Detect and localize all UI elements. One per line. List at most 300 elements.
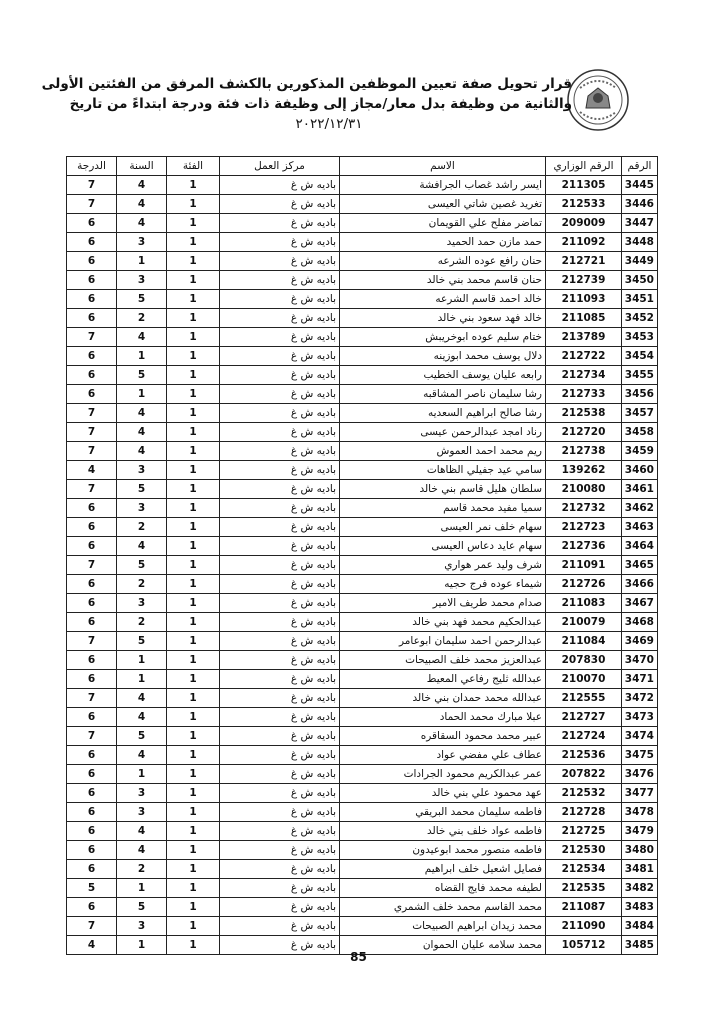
cell-category: 1 [167,328,220,347]
cell-serial: 3469 [622,632,658,651]
cell-serial: 3476 [622,765,658,784]
cell-year: 4 [117,537,167,556]
cell-category: 1 [167,784,220,803]
cell-ministry-number: 212723 [546,518,622,537]
cell-serial: 3450 [622,271,658,290]
table-row [67,442,658,461]
cell-grade: 7 [67,404,117,423]
cell-grade: 6 [67,214,117,233]
table-row [67,480,658,499]
cell-year: 4 [117,328,167,347]
cell-name: ريم محمد احمد العموش [340,442,546,461]
cell-serial: 3448 [622,233,658,252]
table-row [67,575,658,594]
cell-serial: 3479 [622,822,658,841]
cell-category: 1 [167,347,220,366]
cell-year: 4 [117,689,167,708]
cell-name: رشا سليمان ناصر المشاقبه [340,385,546,404]
cell-grade: 6 [67,594,117,613]
table-row [67,347,658,366]
cell-ministry-number: 207830 [546,651,622,670]
cell-serial: 3478 [622,803,658,822]
cell-work-center: باديه ش غ [220,670,340,689]
cell-serial: 3475 [622,746,658,765]
cell-serial: 3474 [622,727,658,746]
cell-ministry-number: 212720 [546,423,622,442]
cell-year: 3 [117,784,167,803]
cell-work-center: باديه ش غ [220,176,340,195]
cell-grade: 6 [67,309,117,328]
cell-grade: 7 [67,689,117,708]
table-row [67,765,658,784]
table-row [67,613,658,632]
cell-year: 2 [117,518,167,537]
cell-year: 5 [117,480,167,499]
cell-work-center: باديه ش غ [220,879,340,898]
cell-grade: 6 [67,366,117,385]
table-row [67,917,658,936]
cell-serial: 3449 [622,252,658,271]
cell-year: 4 [117,442,167,461]
cell-year: 1 [117,651,167,670]
cell-category: 1 [167,499,220,518]
cell-year: 5 [117,290,167,309]
cell-grade: 6 [67,347,117,366]
cell-category: 1 [167,708,220,727]
cell-serial: 3470 [622,651,658,670]
cell-category: 1 [167,556,220,575]
cell-year: 2 [117,613,167,632]
cell-serial: 3471 [622,670,658,689]
table-row [67,670,658,689]
cell-work-center: باديه ش غ [220,594,340,613]
cell-category: 1 [167,860,220,879]
cell-serial: 3481 [622,860,658,879]
cell-grade: 6 [67,575,117,594]
cell-work-center: باديه ش غ [220,404,340,423]
cell-grade: 6 [67,233,117,252]
cell-category: 1 [167,404,220,423]
table-row [67,898,658,917]
cell-serial: 3459 [622,442,658,461]
cell-category: 1 [167,385,220,404]
cell-category: 1 [167,176,220,195]
cell-ministry-number: 212736 [546,537,622,556]
cell-serial: 3452 [622,309,658,328]
cell-name: سامي عيد جفيلي الظاهات [340,461,546,480]
cell-year: 3 [117,271,167,290]
table-row [67,328,658,347]
cell-ministry-number: 212722 [546,347,622,366]
header-serial: الرقم [622,157,658,176]
cell-grade: 6 [67,271,117,290]
cell-ministry-number: 211091 [546,556,622,575]
cell-year: 1 [117,252,167,271]
cell-work-center: باديه ش غ [220,841,340,860]
cell-name: تماضر مفلح علي القويمان [340,214,546,233]
cell-category: 1 [167,214,220,233]
cell-work-center: باديه ش غ [220,689,340,708]
cell-year: 1 [117,385,167,404]
cell-year: 4 [117,746,167,765]
cell-year: 2 [117,309,167,328]
table-row [67,841,658,860]
table-row [67,404,658,423]
cell-ministry-number: 212732 [546,499,622,518]
cell-ministry-number: 212721 [546,252,622,271]
cell-serial: 3453 [622,328,658,347]
cell-grade: 6 [67,499,117,518]
cell-year: 4 [117,404,167,423]
table-row [67,290,658,309]
cell-ministry-number: 212538 [546,404,622,423]
cell-ministry-number: 212533 [546,195,622,214]
cell-name: عطاف علي مفضي عواد [340,746,546,765]
cell-ministry-number: 212733 [546,385,622,404]
cell-grade: 6 [67,841,117,860]
cell-year: 5 [117,727,167,746]
cell-name: حنان رافع عوده الشرعه [340,252,546,271]
cell-work-center: باديه ش غ [220,499,340,518]
table-row [67,594,658,613]
cell-ministry-number: 210080 [546,480,622,499]
cell-ministry-number: 211084 [546,632,622,651]
cell-work-center: باديه ش غ [220,290,340,309]
cell-name: فاطمه سليمان محمد البريقي [340,803,546,822]
cell-work-center: باديه ش غ [220,518,340,537]
cell-grade: 6 [67,784,117,803]
cell-ministry-number: 211305 [546,176,622,195]
cell-name: فصايل اشعيل خلف ابراهيم [340,860,546,879]
cell-serial: 3467 [622,594,658,613]
cell-work-center: باديه ش غ [220,195,340,214]
table-row [67,708,658,727]
cell-ministry-number: 210079 [546,613,622,632]
cell-category: 1 [167,822,220,841]
table-row [67,689,658,708]
cell-name: رناد امجد عبدالرحمن عيسى [340,423,546,442]
cell-ministry-number: 212727 [546,708,622,727]
cell-grade: 6 [67,860,117,879]
cell-name: عبدالعزيز محمد خلف الصبيحات [340,651,546,670]
cell-grade: 7 [67,176,117,195]
cell-serial: 3456 [622,385,658,404]
cell-category: 1 [167,252,220,271]
cell-category: 1 [167,461,220,480]
cell-grade: 6 [67,898,117,917]
cell-serial: 3462 [622,499,658,518]
cell-serial: 3455 [622,366,658,385]
cell-grade: 7 [67,480,117,499]
table-row [67,803,658,822]
cell-category: 1 [167,480,220,499]
cell-category: 1 [167,879,220,898]
cell-name: فاطمه منصور محمد ابوعيدون [340,841,546,860]
cell-year: 1 [117,347,167,366]
cell-work-center: باديه ش غ [220,765,340,784]
cell-serial: 3458 [622,423,658,442]
header-category: الفئة [167,157,220,176]
cell-serial: 3473 [622,708,658,727]
cell-work-center: باديه ش غ [220,556,340,575]
cell-serial: 3484 [622,917,658,936]
table-row [67,822,658,841]
cell-category: 1 [167,613,220,632]
cell-category: 1 [167,575,220,594]
cell-work-center: باديه ش غ [220,613,340,632]
cell-ministry-number: 209009 [546,214,622,233]
cell-name: ختام سليم عوده ابوخريبش [340,328,546,347]
table-row [67,385,658,404]
cell-name: صدام محمد طريف الامير [340,594,546,613]
cell-category: 1 [167,366,220,385]
cell-work-center: باديه ش غ [220,328,340,347]
cell-work-center: باديه ش غ [220,822,340,841]
cell-year: 2 [117,575,167,594]
cell-grade: 7 [67,727,117,746]
table-row [67,860,658,879]
table-row [67,727,658,746]
cell-serial: 3451 [622,290,658,309]
cell-year: 3 [117,233,167,252]
cell-serial: 3460 [622,461,658,480]
cell-ministry-number: 212530 [546,841,622,860]
cell-work-center: باديه ش غ [220,784,340,803]
cell-category: 1 [167,195,220,214]
cell-category: 1 [167,423,220,442]
cell-work-center: باديه ش غ [220,461,340,480]
cell-year: 1 [117,879,167,898]
table-row [67,461,658,480]
cell-year: 3 [117,803,167,822]
cell-name: عهد محمود علي بني خالد [340,784,546,803]
cell-ministry-number: 211083 [546,594,622,613]
cell-year: 4 [117,214,167,233]
cell-serial: 3454 [622,347,658,366]
cell-serial: 3461 [622,480,658,499]
header-ministry-number: الرقم الوزاري [546,157,622,176]
cell-name: سلطان هليل قاسم بني خالد [340,480,546,499]
cell-category: 1 [167,632,220,651]
cell-year: 4 [117,423,167,442]
cell-category: 1 [167,803,220,822]
cell-name: رشا صالح ابراهيم السعديه [340,404,546,423]
cell-year: 5 [117,898,167,917]
cell-ministry-number: 105712 [546,936,622,955]
cell-grade: 6 [67,822,117,841]
cell-year: 3 [117,461,167,480]
cell-name: عبدالله ثليج رفاعي المعيط [340,670,546,689]
header-line-2: والثانية من وظيفة بدل معار/مجاز إلى وظيفة ذات فئة ودرجة ابتداءً من تاريخ [69,96,572,112]
cell-year: 4 [117,841,167,860]
cell-year: 3 [117,499,167,518]
cell-ministry-number: 207822 [546,765,622,784]
cell-work-center: باديه ش غ [220,860,340,879]
cell-year: 5 [117,366,167,385]
cell-category: 1 [167,594,220,613]
cell-name: عبدالله محمد حمدان بني خالد [340,689,546,708]
table-row [67,366,658,385]
cell-grade: 6 [67,252,117,271]
cell-category: 1 [167,765,220,784]
cell-grade: 6 [67,537,117,556]
cell-work-center: باديه ش غ [220,917,340,936]
header-name: الاسم [340,157,546,176]
cell-work-center: باديه ش غ [220,632,340,651]
cell-name: عبدالحكيم محمد فهد بني خالد [340,613,546,632]
cell-category: 1 [167,670,220,689]
cell-grade: 5 [67,879,117,898]
cell-work-center: باديه ش غ [220,214,340,233]
cell-grade: 6 [67,803,117,822]
table-row [67,518,658,537]
cell-category: 1 [167,936,220,955]
header-year: السنة [117,157,167,176]
cell-grade: 6 [67,518,117,537]
table-row [67,632,658,651]
cell-grade: 6 [67,765,117,784]
cell-serial: 3464 [622,537,658,556]
cell-name: عمر عبدالكريم محمود الجرادات [340,765,546,784]
cell-year: 3 [117,594,167,613]
cell-work-center: باديه ش غ [220,537,340,556]
cell-work-center: باديه ش غ [220,746,340,765]
document-header [41,74,572,134]
cell-name: رابعه عليان يوسف الخطيب [340,366,546,385]
cell-serial: 3457 [622,404,658,423]
cell-category: 1 [167,309,220,328]
cell-category: 1 [167,233,220,252]
cell-grade: 6 [67,290,117,309]
cell-serial: 3482 [622,879,658,898]
cell-ministry-number: 210070 [546,670,622,689]
cell-name: خالد احمد قاسم الشرعه [340,290,546,309]
cell-name: عبدالرحمن احمد سليمان ابوعامر [340,632,546,651]
cell-year: 2 [117,860,167,879]
cell-work-center: باديه ش غ [220,575,340,594]
cell-ministry-number: 212724 [546,727,622,746]
cell-name: محمد زيدان ابراهيم الصبيحات [340,917,546,936]
cell-work-center: باديه ش غ [220,651,340,670]
cell-work-center: باديه ش غ [220,271,340,290]
cell-ministry-number: 212532 [546,784,622,803]
cell-serial: 3477 [622,784,658,803]
cell-grade: 6 [67,746,117,765]
cell-name: سهام خلف نمر العيسى [340,518,546,537]
cell-name: عبير محمد محمود السقاقره [340,727,546,746]
cell-category: 1 [167,537,220,556]
cell-grade: 7 [67,917,117,936]
cell-name: دلال يوسف محمد ابوزينه [340,347,546,366]
cell-serial: 3472 [622,689,658,708]
cell-category: 1 [167,290,220,309]
table-row [67,309,658,328]
cell-serial: 3446 [622,195,658,214]
table-row [67,537,658,556]
cell-ministry-number: 212739 [546,271,622,290]
cell-year: 1 [117,936,167,955]
cell-grade: 7 [67,442,117,461]
cell-work-center: باديه ش غ [220,442,340,461]
header-line-1: قرار تحويل صفة تعيين الموظفين المذكورين بالكشف المرفق من الفئتين الأولى [41,76,572,92]
table-row [67,499,658,518]
cell-name: خالد فهد سعود بني خالد [340,309,546,328]
table-row [67,784,658,803]
cell-grade: 6 [67,651,117,670]
table-row [67,556,658,575]
cell-year: 5 [117,556,167,575]
cell-name: محمد القاسم محمد خلف الشمري [340,898,546,917]
cell-ministry-number: 212535 [546,879,622,898]
cell-name: سهام عايد دعاس العيسى [340,537,546,556]
table-row [67,214,658,233]
cell-year: 4 [117,822,167,841]
cell-work-center: باديه ش غ [220,898,340,917]
cell-work-center: باديه ش غ [220,423,340,442]
header-work-center: مركز العمل [220,157,340,176]
cell-year: 1 [117,670,167,689]
cell-work-center: باديه ش غ [220,366,340,385]
cell-grade: 6 [67,670,117,689]
cell-work-center: باديه ش غ [220,309,340,328]
cell-name: تغريد غصين شاتي العيسى [340,195,546,214]
cell-ministry-number: 212728 [546,803,622,822]
table-row [67,651,658,670]
cell-ministry-number: 211093 [546,290,622,309]
table-row [67,233,658,252]
cell-work-center: باديه ش غ [220,347,340,366]
cell-work-center: باديه ش غ [220,803,340,822]
cell-year: 4 [117,708,167,727]
cell-ministry-number: 139262 [546,461,622,480]
ministry-seal-icon [566,68,630,132]
cell-work-center: باديه ش غ [220,252,340,271]
table-row [67,746,658,765]
cell-grade: 4 [67,936,117,955]
cell-work-center: باديه ش غ [220,936,340,955]
cell-work-center: باديه ش غ [220,708,340,727]
cell-work-center: باديه ش غ [220,233,340,252]
cell-year: 4 [117,176,167,195]
cell-ministry-number: 211090 [546,917,622,936]
cell-work-center: باديه ش غ [220,480,340,499]
table-row [67,271,658,290]
cell-serial: 3465 [622,556,658,575]
cell-category: 1 [167,689,220,708]
cell-ministry-number: 212734 [546,366,622,385]
cell-category: 1 [167,898,220,917]
cell-serial: 3466 [622,575,658,594]
cell-category: 1 [167,917,220,936]
cell-year: 4 [117,195,167,214]
cell-ministry-number: 212534 [546,860,622,879]
cell-ministry-number: 212725 [546,822,622,841]
cell-ministry-number: 212738 [546,442,622,461]
header-grade: الدرجة [67,157,117,176]
table-row [67,252,658,271]
cell-serial: 3463 [622,518,658,537]
cell-name: شرف وليد عمر هواري [340,556,546,575]
cell-grade: 7 [67,328,117,347]
cell-grade: 7 [67,632,117,651]
cell-ministry-number: 211085 [546,309,622,328]
cell-serial: 3445 [622,176,658,195]
page-number: 85 [350,950,367,964]
cell-name: حنان قاسم محمد بني خالد [340,271,546,290]
cell-ministry-number: 211087 [546,898,622,917]
cell-serial: 3468 [622,613,658,632]
cell-ministry-number: 212536 [546,746,622,765]
